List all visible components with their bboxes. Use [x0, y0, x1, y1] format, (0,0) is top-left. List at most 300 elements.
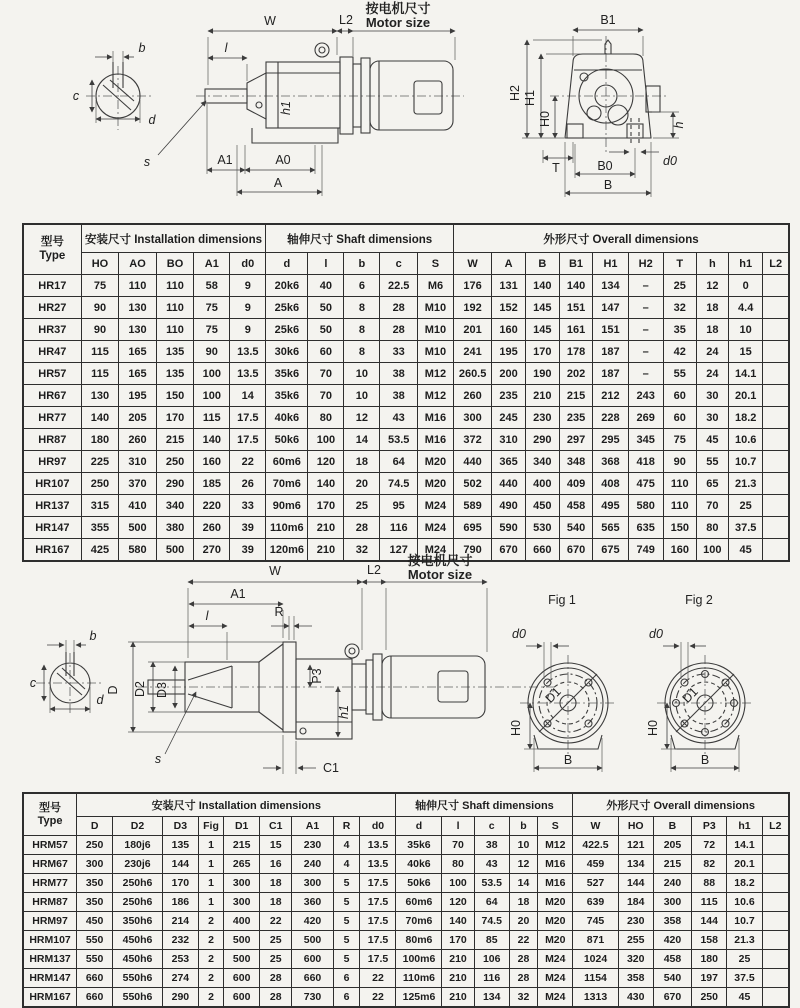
dim-label-h2: H2 — [508, 85, 522, 101]
value-cell: 24 — [696, 363, 728, 385]
dim-label-a1-2: A1 — [230, 587, 246, 601]
value-cell: 13.5 — [230, 363, 266, 385]
column-header: P3 — [692, 817, 727, 836]
model-cell: HR147 — [23, 517, 81, 539]
value-cell: 358 — [618, 969, 653, 988]
value-cell: 140 — [81, 407, 119, 429]
value-cell: 243 — [628, 385, 663, 407]
shaft-cross-section — [73, 41, 206, 169]
value-cell: 50k6 — [396, 874, 442, 893]
table-row — [23, 407, 789, 429]
value-cell: 215 — [156, 429, 194, 451]
table-row — [23, 969, 789, 988]
value-cell: 5 — [333, 874, 360, 893]
value-cell: 121 — [618, 836, 653, 855]
value-cell: 450 — [77, 912, 113, 931]
table-row — [23, 341, 789, 363]
value-cell: 65 — [696, 473, 728, 495]
value-cell: 440 — [492, 473, 526, 495]
column-header: d — [266, 253, 308, 275]
value-cell: 348 — [559, 451, 593, 473]
value-cell: 17.5 — [230, 407, 266, 429]
value-cell: 500 — [224, 931, 260, 950]
value-cell: 228 — [593, 407, 628, 429]
table-row — [23, 473, 789, 495]
value-cell: 150 — [156, 385, 194, 407]
value-cell: 144 — [692, 912, 727, 931]
value-cell: 214 — [162, 912, 198, 931]
value-cell: 152 — [492, 297, 526, 319]
value-cell: 186 — [162, 893, 198, 912]
value-cell: 420 — [653, 931, 691, 950]
value-cell: 20 — [509, 912, 537, 931]
value-cell: M16 — [538, 855, 573, 874]
value-cell: 80 — [308, 407, 344, 429]
value-cell: – — [628, 275, 663, 297]
value-cell: 145 — [525, 319, 559, 341]
value-cell: 130 — [119, 297, 157, 319]
value-cell: 28 — [344, 517, 380, 539]
type-header-cn: 型号 — [39, 801, 62, 814]
value-cell: 550h6 — [113, 988, 163, 1008]
value-cell: 35k6 — [266, 385, 308, 407]
value-cell: 120 — [308, 451, 344, 473]
value-cell: 28 — [260, 988, 292, 1008]
value-cell: 140 — [308, 473, 344, 495]
value-cell: 25k6 — [266, 297, 308, 319]
value-cell: 255 — [618, 931, 653, 950]
value-cell — [763, 473, 789, 495]
dim-label-h0: H0 — [538, 111, 552, 127]
column-header: H1 — [593, 253, 628, 275]
value-cell: M24 — [538, 969, 573, 988]
value-cell: 300 — [653, 893, 691, 912]
dim-label-b1: B1 — [600, 13, 616, 27]
value-cell: 60 — [663, 407, 696, 429]
type-header-en: Type — [39, 249, 66, 262]
value-cell: 290 — [156, 473, 194, 495]
value-cell: 10.7 — [727, 912, 762, 931]
value-cell: 1154 — [573, 969, 618, 988]
value-cell: 540 — [653, 969, 691, 988]
column-header: h — [696, 253, 728, 275]
value-cell: 580 — [628, 495, 663, 517]
value-cell: 21.3 — [728, 473, 762, 495]
fig2-d0-label: d0 — [649, 627, 663, 641]
column-header: L2 — [763, 253, 789, 275]
value-cell: 450 — [525, 495, 559, 517]
value-cell: 25 — [260, 931, 292, 950]
value-cell: 210 — [442, 969, 474, 988]
value-cell: 170 — [162, 874, 198, 893]
value-cell: 745 — [573, 912, 618, 931]
fig1-h0-label: H0 — [509, 720, 523, 736]
value-cell: 145 — [525, 297, 559, 319]
value-cell: 33 — [230, 495, 266, 517]
value-cell — [763, 451, 789, 473]
value-cell — [762, 912, 789, 931]
dim-label-c2: c — [29, 676, 37, 690]
value-cell: 110 — [119, 275, 157, 297]
hrm-table-body — [23, 836, 789, 1008]
value-cell: 210 — [308, 517, 344, 539]
value-cell: 253 — [162, 950, 198, 969]
value-cell: 14 — [230, 385, 266, 407]
value-cell: 55 — [696, 451, 728, 473]
value-cell: 40k6 — [396, 855, 442, 874]
value-cell: 160 — [194, 451, 230, 473]
value-cell: M16 — [417, 429, 453, 451]
table-row — [23, 297, 789, 319]
dim-label-c1: C1 — [323, 761, 339, 775]
type-header-en: Type — [37, 814, 63, 827]
value-cell: 12 — [344, 407, 380, 429]
value-cell: 9 — [230, 297, 266, 319]
dim-label-a: A — [273, 176, 283, 190]
value-cell: 500 — [292, 931, 333, 950]
value-cell: 230 — [292, 836, 333, 855]
value-cell: 90m6 — [266, 495, 308, 517]
value-cell: 250 — [77, 836, 113, 855]
value-cell: 590 — [492, 517, 526, 539]
value-cell: 180 — [692, 950, 727, 969]
value-cell: 38 — [474, 836, 509, 855]
dim-label-d: d — [148, 113, 156, 127]
value-cell: 660 — [77, 988, 113, 1008]
value-cell: 21.3 — [727, 931, 762, 950]
value-cell: 6 — [333, 988, 360, 1008]
value-cell: 5 — [333, 912, 360, 931]
fig1-d1-label: D1 — [542, 684, 564, 706]
value-cell: 340 — [525, 451, 559, 473]
value-cell: – — [628, 319, 663, 341]
dim-label-d3cap: D3 — [155, 682, 169, 698]
group-installation: 安装尺寸 Installation dimensions — [77, 793, 396, 817]
group-installation: 安装尺寸 Installation dimensions — [81, 224, 266, 253]
value-cell: 10.7 — [728, 451, 762, 473]
value-cell: 527 — [573, 874, 618, 893]
value-cell: M20 — [417, 451, 453, 473]
value-cell: 245 — [492, 407, 526, 429]
value-cell: 250 — [156, 451, 194, 473]
gearmotor-side-view — [196, 1, 464, 196]
hr-dimension-drawing — [0, 0, 800, 218]
value-cell: 50 — [308, 297, 344, 319]
column-header: c — [380, 253, 418, 275]
dim-label-l2: L2 — [339, 13, 353, 27]
value-cell: 70m6 — [266, 473, 308, 495]
column-header: d0 — [360, 817, 396, 836]
value-cell: 250h6 — [113, 874, 163, 893]
value-cell: 790 — [453, 539, 491, 562]
value-cell: 45 — [727, 988, 762, 1008]
value-cell: 13.5 — [360, 855, 396, 874]
value-cell — [763, 407, 789, 429]
value-cell: 37.5 — [727, 969, 762, 988]
value-cell: 28 — [380, 319, 418, 341]
value-cell: 43 — [380, 407, 418, 429]
column-header: H2 — [628, 253, 663, 275]
value-cell — [763, 363, 789, 385]
value-cell: 422.5 — [573, 836, 618, 855]
value-cell: M24 — [417, 495, 453, 517]
value-cell: 115 — [692, 893, 727, 912]
value-cell: 70 — [308, 385, 344, 407]
value-cell: 120 — [442, 893, 474, 912]
value-cell: 295 — [593, 429, 628, 451]
column-header: c — [474, 817, 509, 836]
column-header: C1 — [260, 817, 292, 836]
hrm-side-view — [106, 553, 556, 775]
value-cell: 409 — [559, 473, 593, 495]
value-cell: 58 — [194, 275, 230, 297]
value-cell: 80 — [696, 517, 728, 539]
value-cell: 230j6 — [113, 855, 163, 874]
group-overall: 外形尺寸 Overall dimensions — [453, 224, 789, 253]
column-header: h1 — [728, 253, 762, 275]
value-cell: 1 — [198, 893, 223, 912]
value-cell: 250 — [692, 988, 727, 1008]
value-cell: 160 — [663, 539, 696, 562]
value-cell: 170 — [308, 495, 344, 517]
column-header: B1 — [559, 253, 593, 275]
value-cell: 340 — [156, 495, 194, 517]
value-cell: 450h6 — [113, 950, 163, 969]
value-cell: M10 — [417, 341, 453, 363]
model-cell: HRM97 — [23, 912, 77, 931]
column-header: D — [77, 817, 113, 836]
value-cell — [763, 495, 789, 517]
value-cell: 160 — [492, 319, 526, 341]
value-cell: 358 — [653, 912, 691, 931]
value-cell: 260 — [194, 517, 230, 539]
value-cell: 20k6 — [266, 275, 308, 297]
value-cell: M12 — [417, 385, 453, 407]
table-row — [23, 495, 789, 517]
fig2-b-label: B — [700, 753, 710, 767]
value-cell: 871 — [573, 931, 618, 950]
value-cell: 350 — [77, 874, 113, 893]
value-cell: 70 — [308, 363, 344, 385]
value-cell: 158 — [692, 931, 727, 950]
model-cell: HRM137 — [23, 950, 77, 969]
table-row — [23, 517, 789, 539]
group-shaft: 轴伸尺寸 Shaft dimensions — [266, 224, 454, 253]
value-cell: 45 — [696, 429, 728, 451]
value-cell: 670 — [492, 539, 526, 562]
value-cell: 475 — [628, 473, 663, 495]
table-row — [23, 950, 789, 969]
gearbox-end-view — [508, 13, 686, 197]
value-cell: 290 — [525, 429, 559, 451]
value-cell: 675 — [593, 539, 628, 562]
value-cell: 100 — [442, 874, 474, 893]
value-cell: 502 — [453, 473, 491, 495]
value-cell: 18 — [509, 893, 537, 912]
value-cell — [763, 517, 789, 539]
value-cell: M20 — [538, 931, 573, 950]
value-cell: 151 — [559, 297, 593, 319]
value-cell — [762, 931, 789, 950]
value-cell: 74.5 — [474, 912, 509, 931]
value-cell: 100 — [308, 429, 344, 451]
fig2-flange-view — [646, 593, 753, 772]
value-cell — [763, 385, 789, 407]
value-cell: 372 — [453, 429, 491, 451]
value-cell: 225 — [81, 451, 119, 473]
value-cell: 15 — [728, 341, 762, 363]
value-cell: 240 — [292, 855, 333, 874]
column-header: B — [653, 817, 691, 836]
value-cell: 368 — [593, 451, 628, 473]
value-cell: 202 — [559, 363, 593, 385]
table-row — [23, 912, 789, 931]
value-cell: 660 — [77, 969, 113, 988]
value-cell: 16 — [260, 855, 292, 874]
value-cell: 187 — [593, 341, 628, 363]
value-cell: 60m6 — [396, 893, 442, 912]
column-header: W — [453, 253, 491, 275]
table-row — [23, 893, 789, 912]
dim-label-h: h — [672, 121, 686, 129]
value-cell: 232 — [162, 931, 198, 950]
value-cell: 70m6 — [396, 912, 442, 931]
dim-label-dcap: D — [106, 685, 120, 695]
dim-label-b2: b — [89, 629, 97, 643]
value-cell: 18 — [260, 893, 292, 912]
fig1-d0-label: d0 — [512, 627, 526, 641]
value-cell: 130 — [81, 385, 119, 407]
value-cell: 360 — [292, 893, 333, 912]
table-row — [23, 363, 789, 385]
value-cell: 749 — [628, 539, 663, 562]
value-cell: 100 — [194, 385, 230, 407]
value-cell: 17.5 — [360, 912, 396, 931]
column-header: W — [573, 817, 618, 836]
type-header — [23, 224, 81, 275]
value-cell: 88 — [692, 874, 727, 893]
value-cell: 10 — [728, 319, 762, 341]
value-cell: 35 — [663, 319, 696, 341]
value-cell: 10 — [344, 385, 380, 407]
value-cell: 161 — [559, 319, 593, 341]
value-cell: 320 — [618, 950, 653, 969]
value-cell: 17.5 — [230, 429, 266, 451]
value-cell: 490 — [492, 495, 526, 517]
table-row — [23, 319, 789, 341]
column-header: d0 — [230, 253, 266, 275]
value-cell: 25 — [663, 275, 696, 297]
value-cell: 135 — [162, 836, 198, 855]
value-cell: 187 — [593, 363, 628, 385]
column-header: S — [538, 817, 573, 836]
value-cell: 8 — [344, 341, 380, 363]
value-cell: 265 — [224, 855, 260, 874]
value-cell: 134 — [474, 988, 509, 1008]
model-cell: HR47 — [23, 341, 81, 363]
value-cell: 110 — [156, 297, 194, 319]
value-cell: 35k6 — [396, 836, 442, 855]
value-cell: 75 — [194, 319, 230, 341]
value-cell: 350h6 — [113, 912, 163, 931]
value-cell: 540 — [559, 517, 593, 539]
value-cell: 9 — [230, 319, 266, 341]
value-cell: 33 — [380, 341, 418, 363]
value-cell: 38 — [380, 385, 418, 407]
model-cell: HR17 — [23, 275, 81, 297]
value-cell: 639 — [573, 893, 618, 912]
value-cell: 15 — [260, 836, 292, 855]
value-cell: 297 — [559, 429, 593, 451]
value-cell: 1024 — [573, 950, 618, 969]
value-cell: 25 — [260, 950, 292, 969]
value-cell: 127 — [380, 539, 418, 562]
value-cell: 170 — [525, 341, 559, 363]
value-cell: 18 — [696, 319, 728, 341]
value-cell: 18.2 — [728, 407, 762, 429]
model-cell: HR57 — [23, 363, 81, 385]
value-cell: 18.2 — [727, 874, 762, 893]
value-cell: 40k6 — [266, 407, 308, 429]
value-cell: 580 — [119, 539, 157, 562]
value-cell: 42 — [663, 341, 696, 363]
value-cell: 90 — [663, 451, 696, 473]
value-cell: 300 — [292, 874, 333, 893]
table-row — [23, 874, 789, 893]
value-cell: 17.5 — [360, 874, 396, 893]
hr-table-body — [23, 275, 789, 562]
value-cell: 250h6 — [113, 893, 163, 912]
value-cell: 300 — [453, 407, 491, 429]
value-cell: 250 — [81, 473, 119, 495]
value-cell: 30k6 — [266, 341, 308, 363]
value-cell: 80 — [442, 855, 474, 874]
value-cell: 32 — [509, 988, 537, 1008]
value-cell: 22 — [360, 969, 396, 988]
value-cell: 110m6 — [396, 969, 442, 988]
value-cell: 110 — [663, 473, 696, 495]
value-cell: 131 — [492, 275, 526, 297]
dim-label-b0: B0 — [597, 159, 613, 173]
value-cell: 18 — [344, 451, 380, 473]
model-cell: HRM87 — [23, 893, 77, 912]
value-cell: 140 — [525, 275, 559, 297]
value-cell: 17.5 — [360, 931, 396, 950]
value-cell: 32 — [344, 539, 380, 562]
value-cell: M10 — [417, 297, 453, 319]
value-cell: 201 — [453, 319, 491, 341]
value-cell — [763, 297, 789, 319]
value-cell: 85 — [474, 931, 509, 950]
value-cell: 22 — [260, 912, 292, 931]
value-cell: 70 — [696, 495, 728, 517]
model-cell: HRM77 — [23, 874, 77, 893]
dim-label-s: s — [143, 155, 151, 169]
value-cell: 25 — [727, 950, 762, 969]
value-cell — [763, 429, 789, 451]
model-cell: HR167 — [23, 539, 81, 562]
value-cell: 40 — [308, 275, 344, 297]
value-cell: M6 — [417, 275, 453, 297]
dim-label-h1: h1 — [279, 101, 293, 115]
value-cell: 5 — [333, 931, 360, 950]
value-cell: 39 — [230, 517, 266, 539]
value-cell: 64 — [474, 893, 509, 912]
dim-label-l22: L2 — [367, 563, 381, 577]
model-cell: HR27 — [23, 297, 81, 319]
value-cell: 134 — [593, 275, 628, 297]
value-cell: 100 — [194, 363, 230, 385]
